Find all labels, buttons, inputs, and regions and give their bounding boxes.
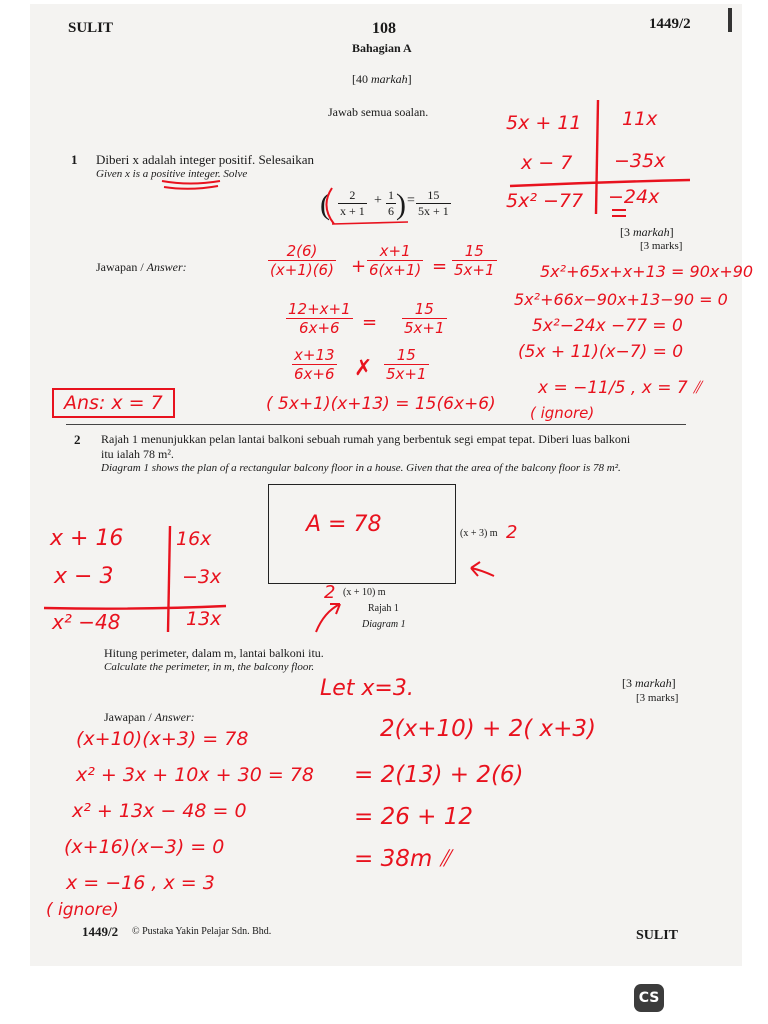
q2-cross-left-3: x² −48: [52, 610, 121, 634]
q2-right-line1: 2(x+10) + 2( x+3): [380, 716, 597, 742]
q2-cross-lines: [40, 520, 240, 640]
q2-right-line2: = 2(13) + 2(6): [354, 762, 524, 788]
q2-cross-left-1: x + 16: [50, 526, 124, 551]
q1-work-line3-frac1: x+13 6x+6: [294, 346, 335, 383]
q1-work-plus: +: [351, 256, 367, 277]
page-number: 108: [372, 20, 396, 37]
q1-text-en: Given x is a positive integer. Solve: [96, 168, 248, 180]
question-separator: [66, 424, 686, 425]
q1-answer-box: Ans: x = 7: [52, 388, 175, 418]
q2-marks-en: [3 marks]: [636, 692, 679, 704]
q1-right-line4: (5x + 11)(x−7) = 0: [518, 342, 684, 362]
q2-cross-right-2: −3x: [182, 566, 222, 588]
q2-ignore-note: ( ignore): [46, 900, 119, 920]
q1-ignore-note: ( ignore): [530, 404, 595, 422]
eq-fraction-3: 15 5x + 1: [418, 188, 449, 218]
q2-let-note: Let x=3.: [320, 676, 414, 701]
q1-right-line1: 5x²+65x+x+13 = 90x+90: [540, 262, 754, 281]
q1-work-line4: ( 5x+1)(x+13) = 15(6x+6): [266, 394, 496, 414]
diagram-side-label: (x + 3) m: [460, 528, 498, 539]
q2-answer-label: Jawapan / Answer:: [104, 710, 195, 724]
q1-cross-right-2: −35x: [614, 150, 666, 172]
q2-marks-ms: [3 markah]: [622, 676, 676, 690]
q2-cross-right-1: 16x: [176, 528, 212, 550]
eq-plus: +: [374, 193, 382, 208]
q2-arrows: [306, 540, 506, 640]
q2-right-line4: = 38m ⫽: [354, 846, 450, 872]
q1-cross-right-1: 11x: [622, 108, 658, 130]
q2-area-note: A = 78: [306, 512, 382, 537]
total-marks: [40 markah]: [352, 72, 412, 86]
q1-cross-left-2: x − 7: [521, 152, 573, 174]
eq-equals: =: [407, 193, 415, 208]
q2-side-mark: 2: [506, 522, 518, 543]
q1-cross-right-3: −24x: [608, 186, 660, 208]
q2-text-ms-2: itu ialah 78 m².: [101, 447, 174, 461]
header-code: 1449/2: [649, 16, 691, 32]
q2-cross-left-2: x − 3: [54, 564, 114, 589]
q1-marks-ms: [3 markah]: [620, 225, 674, 239]
q1-work-line3-frac2: 15 5x+1: [386, 346, 427, 383]
instruction: Jawab semua soalan.: [328, 105, 429, 119]
q1-right-line2: 5x²+66x−90x+13−90 = 0: [514, 290, 728, 309]
q2-left-line3: x² + 13x − 48 = 0: [72, 800, 247, 822]
camscanner-logo: CS: [634, 984, 664, 1012]
footer-copyright: © Pustaka Yakin Pelajar Sdn. Bhd.: [132, 926, 272, 937]
q1-answer-label: Jawapan / Answer:: [96, 260, 187, 274]
q1-work-line1-frac3: 15 5x+1: [454, 242, 495, 279]
q1-cross-left-3: 5x² −77: [506, 190, 584, 212]
q1-right-line3: 5x²−24x −77 = 0: [532, 316, 683, 336]
q2-left-line1: (x+10)(x+3) = 78: [76, 728, 249, 750]
q1-work-line2-frac1: 12+x+1 6x+6: [288, 300, 351, 337]
q1-work-line1-frac1: 2(6) (x+1)(6): [270, 242, 334, 279]
q1-marks-en: [3 marks]: [640, 240, 683, 252]
diagram-bottom-label: (x + 10) m: [343, 587, 386, 598]
q2-question-en: Calculate the perimeter, in m, the balcony floor.: [104, 661, 315, 673]
page-edge-mark: [728, 8, 732, 32]
header-sulit: SULIT: [68, 20, 114, 36]
q2-left-line5: x = −16 , x = 3: [66, 872, 215, 894]
q1-number: 1: [71, 152, 78, 167]
footer-code: 1449/2: [82, 924, 119, 939]
q1-cross-lines: [500, 96, 700, 226]
q2-left-line2: x² + 3x + 10x + 30 = 78: [76, 764, 314, 786]
q1-work-equals-2: =: [362, 312, 378, 333]
eq-fraction-1: 2 x + 1: [340, 188, 365, 218]
q1-work-equals-1: =: [432, 256, 448, 277]
diagram-caption-en: Diagram 1: [362, 619, 406, 630]
q2-question-ms: Hitung perimeter, dalam m, lantai balkoni itu.: [104, 646, 324, 660]
q2-left-line4: (x+16)(x−3) = 0: [64, 836, 225, 858]
underline-mark: [160, 178, 224, 190]
diagram-caption-ms: Rajah 1: [368, 603, 399, 614]
q2-text-ms-1: Rajah 1 menunjukkan pelan lantai balkoni sebuah rumah yang berbentuk segi empat tepat. Diberi luas balkoni: [101, 432, 631, 446]
q2-text-en: Diagram 1 shows the plan of a rectangular balcony floor in a house. Given that the area of the balcony floor is 78 m².: [101, 462, 621, 474]
q2-bottom-mark: 2: [324, 582, 336, 603]
eq-close-paren: ): [396, 188, 406, 221]
q1-work-line1-frac2: x+1 6(x+1): [369, 242, 422, 279]
q1-text-ms: Diberi x adalah integer positif. Selesaikan: [96, 152, 315, 167]
q2-number: 2: [74, 432, 81, 447]
footer-sulit: SULIT: [636, 928, 679, 943]
q2-cross-right-3: 13x: [186, 608, 222, 630]
q2-right-line3: = 26 + 12: [354, 804, 474, 830]
q1-right-line5: x = −11/5 , x = 7 ⫽: [538, 378, 701, 398]
section-title: Bahagian A: [352, 41, 412, 55]
q1-cross-multiply-mark: ✗: [354, 356, 373, 381]
q1-work-line2-frac2: 15 5x+1: [404, 300, 445, 337]
eq-open-paren: (: [320, 188, 330, 221]
q1-cross-left-1: 5x + 11: [506, 112, 582, 134]
q1-circle-mark: [320, 184, 460, 228]
eq-fraction-2: 1 6: [388, 188, 394, 218]
